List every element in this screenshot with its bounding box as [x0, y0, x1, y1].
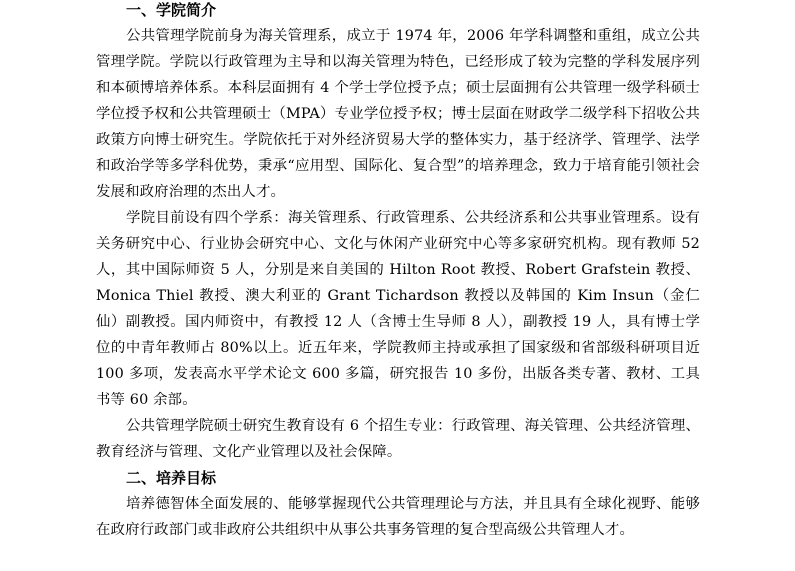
section-heading-intro: 一、学院简介: [126, 1, 217, 19]
paragraph-goals: 培养德智体全面发展的、能够掌握现代公共管理理论与方法，并且具有全球化视野、能够在政府行政部门或非政府公共组织中从事公共事务管理的复合型高级公共管理人才。: [96, 496, 700, 538]
document-page: [96, 0, 700, 543]
paragraph-intro-history: 公共管理学院前身为海关管理系，成立于 1974 年，2006 年学科调整和重组，成立公共管理学院。学院以行政管理为主导和以海关管理为特色，已经形成了较为完整的学科发展序列和本硕博培养体系。本科层面拥有 4 个学士学位授予点；硕士层面拥有公共管理一级学科硕士学位授予权和公共管理硕士（MPA）专业学位授予权；博士层面在财政学二级学科下招收公共政策方向博士研究生。学院依托于对外经济贸易大学的整体实力，基于经济学、管理学、法学和政治学等多学科优势，秉承“应用型、国际化、复合型”的培养理念，致力于培育能引领社会发展和政府治理的杰出人才。: [96, 28, 700, 200]
paragraph-intro-majors: 公共管理学院硕士研究生教育设有 6 个招生专业：行政管理、海关管理、公共经济管理、教育经济与管理、文化产业管理以及社会保障。: [96, 418, 700, 460]
section-heading-goals: 二、培养目标: [126, 469, 217, 487]
paragraph-intro-faculty: 学院目前设有四个学系：海关管理系、行政管理系、公共经济系和公共事业管理系。设有关务研究中心、行业协会研究中心、文化与休闲产业研究中心等多家研究机构。现有教师 52 人，其中国际师资 5 人，分别是来自美国的 Hilton Root 教授、Robert Grafstein 教授、Monica Thiel 教授、澳大利亚的 Grant Tichardson 教授以及韩国的 Kim Insun（金仁仙）副教授。国内师资中，有教授 12 人（含博士生导师 8 人），副教授 19 人，具有博士学位的中青年教师占 80%以上。近五年来，学院教师主持或承担了国家级和省部级科研项目近 100 多项，发表高水平学术论文 600 多篇，研究报告 10 多份，出版各类专著、教材、工具书等 60 余部。: [96, 210, 700, 408]
